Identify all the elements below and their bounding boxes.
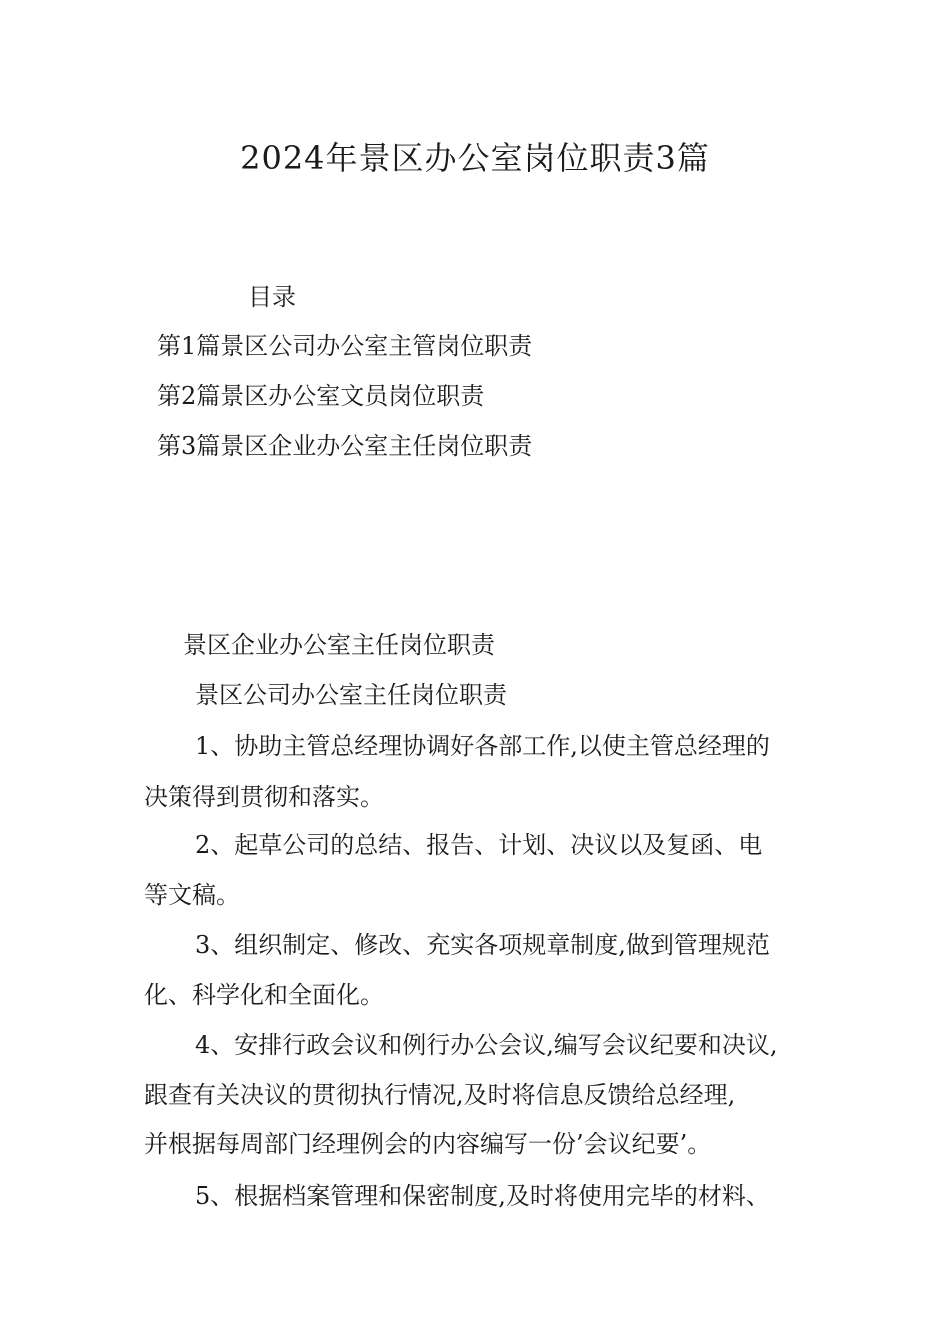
section-subtitle: 景区公司办公室主任岗位职责 <box>195 681 507 709</box>
paragraph-4-line-1: 4、安排行政会议和例行办公会议,编写会议纪要和决议, <box>195 1031 778 1059</box>
section-title: 景区企业办公室主任岗位职责 <box>183 631 495 659</box>
paragraph-3-line-2: 化、科学化和全面化。 <box>144 981 384 1009</box>
document-title: 2024年景区办公室岗位职责3篇 <box>240 139 710 177</box>
paragraph-5-line-1: 5、根据档案管理和保密制度,及时将使用完毕的材料、 <box>195 1182 770 1210</box>
toc-heading: 目录 <box>248 283 296 311</box>
paragraph-1-line-1: 1、协助主管总经理协调好各部工作,以使主管总经理的 <box>195 732 770 760</box>
paragraph-4-line-2: 跟查有关决议的贯彻执行情况,及时将信息反馈给总经理, <box>144 1081 736 1109</box>
paragraph-4-line-3: 并根据每周部门经理例会的内容编写一份’会议纪要’。 <box>144 1130 712 1158</box>
paragraph-1-line-2: 决策得到贯彻和落实。 <box>144 783 384 811</box>
toc-item-2: 第2篇景区办公室文员岗位职责 <box>157 382 485 410</box>
paragraph-2-line-2: 等文稿。 <box>144 881 240 909</box>
toc-item-1: 第1篇景区公司办公室主管岗位职责 <box>157 332 533 360</box>
toc-item-3: 第3篇景区企业办公室主任岗位职责 <box>157 432 533 460</box>
paragraph-3-line-1: 3、组织制定、修改、充实各项规章制度,做到管理规范 <box>195 931 770 959</box>
paragraph-2-line-1: 2、起草公司的总结、报告、计划、决议以及复函、电 <box>195 831 763 859</box>
